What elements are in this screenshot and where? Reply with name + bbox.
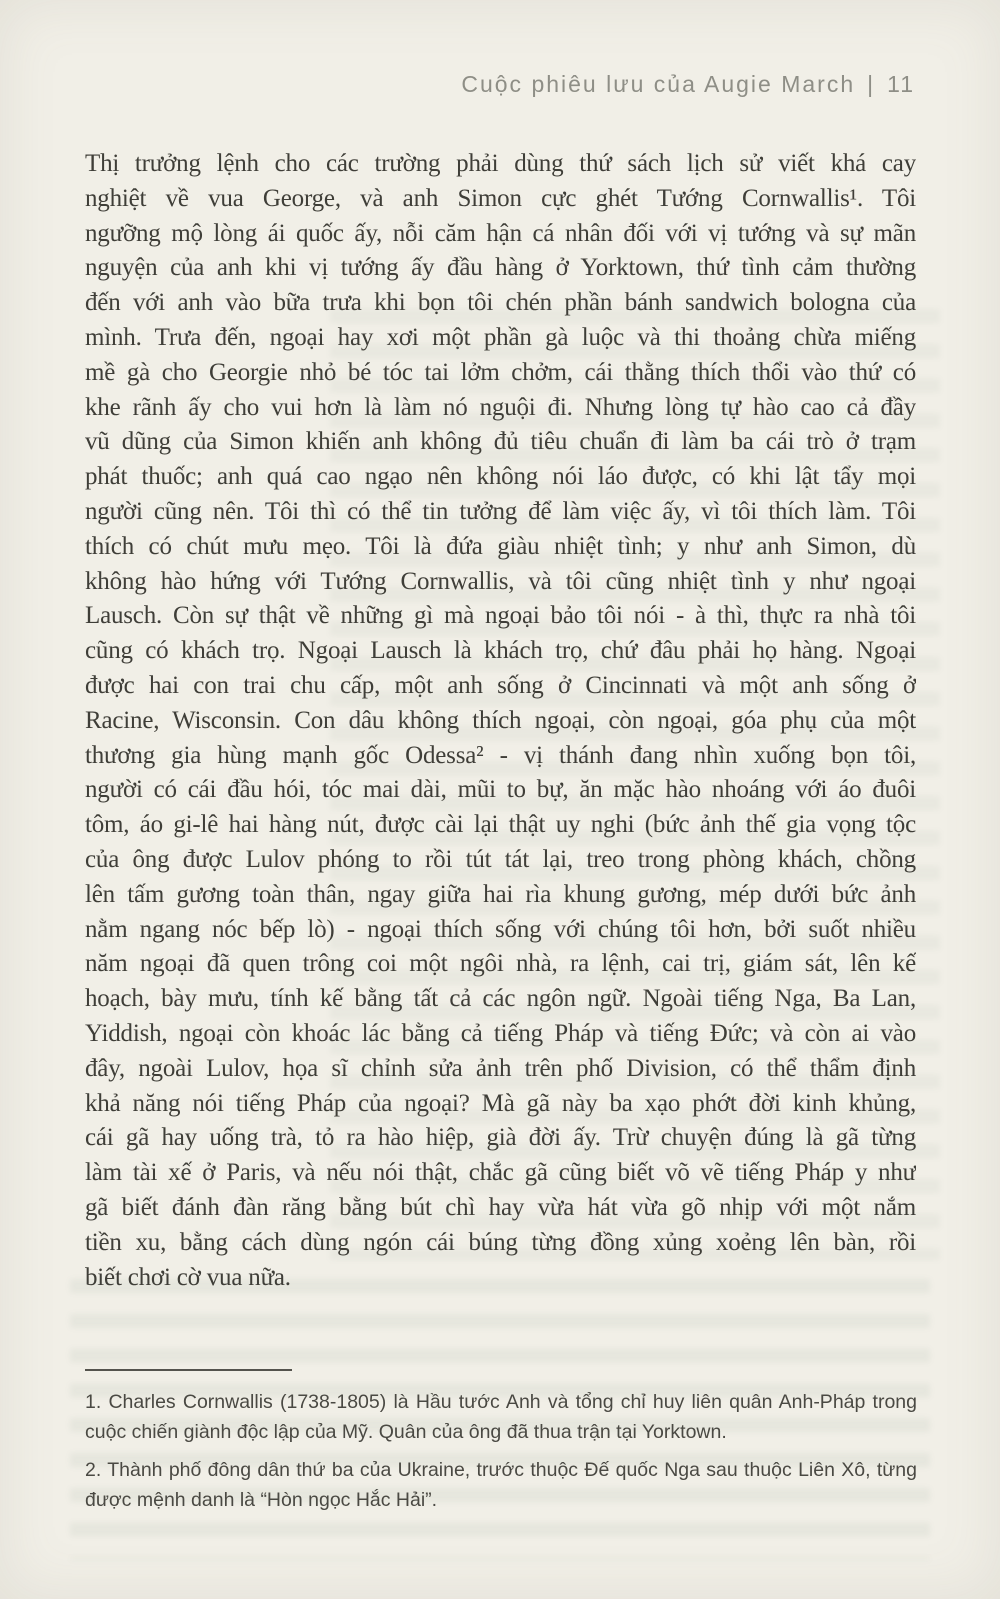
body-text-line: nguyện của anh khi vị tướng ấy đầu hàng ở Yorktown, thứ tình cảm thường	[85, 254, 916, 282]
body-text-line: gã biết đánh đàn răng bằng bút chì hay vừa hát vừa gõ nhịp với một nắm	[85, 1193, 916, 1221]
body-text-line: khả năng nói tiếng Pháp của ngoại? Mà gã này ba xạo phớt đời kinh khủng,	[85, 1089, 916, 1117]
body-text-line: của ông được Lulov phóng to rồi tút tát lại, treo trong phòng khách, chồng	[85, 845, 916, 873]
body-text-line: Racine, Wisconsin. Con dâu không thích ngoại, còn ngoại, góa phụ của một	[85, 706, 916, 734]
footnote-divider	[85, 1369, 292, 1371]
body-text	[85, 147, 916, 1295]
body-text-line: mình. Trưa đến, ngoại hay xơi một phần gà luộc và thi thoảng chừa miếng	[85, 323, 916, 351]
body-text-line: biết chơi cờ vua nữa.	[85, 1263, 291, 1291]
body-text-line: Lausch. Còn sự thật về những gì mà ngoại bảo tôi nói - à thì, thực ra nhà tôi	[85, 602, 916, 630]
body-text-line: phát thuốc; anh quá cao ngạo nên không nói láo được, có khi lật tẩy mọi	[85, 463, 916, 491]
header-separator: |	[867, 71, 876, 97]
body-text-line: tiền xu, bằng cách dùng ngón cái búng từng đồng xủng xoẻng lên bàn, rồi	[85, 1228, 916, 1256]
body-text-line: hoạch, bày mưu, tính kế bằng tất cả các ngôn ngữ. Ngoài tiếng Nga, Ba Lan,	[85, 985, 916, 1013]
body-text-line: thích có chút mưu mẹo. Tôi là đứa giàu nhiệt tình; y như anh Simon, dù	[85, 532, 916, 560]
footnote-2: 2. Thành phố đông dân thứ ba của Ukraine, trước thuộc Đế quốc Nga sau thuộc Liên Xô, từng được mệnh danh là “Hòn ngọc Hắc Hải”.	[85, 1459, 917, 1511]
body-text-line: năm ngoại đã quen trông coi một ngôi nhà, ra lệnh, cai trị, giám sát, lên kế	[85, 950, 916, 978]
body-text-line: Yiddish, ngoại còn khoác lác bằng cả tiếng Pháp và tiếng Đức; và còn ai vào	[85, 1019, 916, 1047]
body-text-line: cái gã hay uống trà, tỏ ra hào hiệp, già đời ấy. Trừ chuyện đúng là gã từng	[85, 1124, 916, 1152]
running-header	[85, 71, 915, 97]
body-text-line: tôm, áo gi-lê hai hàng nút, được cài lại thật uy nghi (bức ảnh thế gia vọng tộc	[85, 811, 916, 839]
body-text-line: đây, ngoài Lulov, họa sĩ chỉnh sửa ảnh trên phố Division, có thể thẩm định	[85, 1054, 916, 1082]
body-text-line: thương gia hùng mạnh gốc Odessa² - vị thánh đang nhìn xuống bọn tôi,	[85, 741, 916, 769]
footnotes	[85, 1387, 917, 1515]
body-text-line: nghiệt về vua George, và anh Simon cực ghét Tướng Cornwallis¹. Tôi	[85, 184, 916, 212]
body-text-line: không hào hứng với Tướng Cornwallis, và tôi cũng nhiệt tình y như ngoại	[85, 567, 916, 595]
body-text-line: khe rãnh ấy cho vui hơn là làm nó nguội đi. Nhưng lòng tự hào cao cả đầy	[85, 393, 916, 421]
body-text-line: người có cái đầu hói, tóc mai dài, mũi to bự, ăn mặc hào nhoáng với áo đuôi	[85, 776, 916, 804]
body-text-line: lên tấm gương toàn thân, ngay giữa hai rìa khung gương, mép dưới bức ảnh	[85, 880, 916, 908]
body-text-line: Thị trưởng lệnh cho các trường phải dùng thứ sách lịch sử viết khá cay	[85, 150, 916, 177]
body-text-line: nằm ngang nóc bếp lò) - ngoại thích sống với chúng tôi hơn, bởi suốt nhiều	[85, 915, 916, 943]
running-title: Cuộc phiêu lưu của Augie March	[461, 71, 856, 97]
body-text-line: cũng có khách trọ. Ngoại Lausch là khách trọ, chứ đâu phải họ hàng. Ngoại	[85, 637, 916, 665]
footnote-1: 1. Charles Cornwallis (1738-1805) là Hầu tước Anh và tổng chỉ huy liên quân Anh-Pháp trong cuộc chiến giành độc lập của Mỹ. Quân của ông đã thua trận tại Yorktown.	[85, 1391, 917, 1443]
body-text-line: ngưỡng mộ lòng ái quốc ấy, nỗi căm hận cá nhân đối với vị tướng và sự mãn	[85, 219, 916, 247]
page-number: 11	[887, 71, 915, 97]
body-text-line: được hai con trai chu cấp, một anh sống ở Cincinnati và một anh sống ở	[85, 671, 916, 699]
body-text-line: làm tài xế ở Paris, và nếu nói thật, chắc gã cũng biết võ vẽ tiếng Pháp y như	[85, 1159, 916, 1187]
body-text-line: đến với anh vào bữa trưa khi bọn tôi chén phần bánh sandwich bologna của	[85, 289, 916, 317]
body-text-line: mề gà cho Georgie nhỏ bé tóc tai lởm chởm, cái thằng thích thổi vào thứ có	[85, 358, 916, 386]
body-text-line: vũ dũng của Simon khiến anh không đủ tiêu chuẩn đi làm ba cái trò ở trạm	[85, 428, 916, 456]
body-text-line: người cũng nên. Tôi thì có thể tin tưởng để làm việc ấy, vì tôi thích làm. Tôi	[85, 497, 916, 525]
